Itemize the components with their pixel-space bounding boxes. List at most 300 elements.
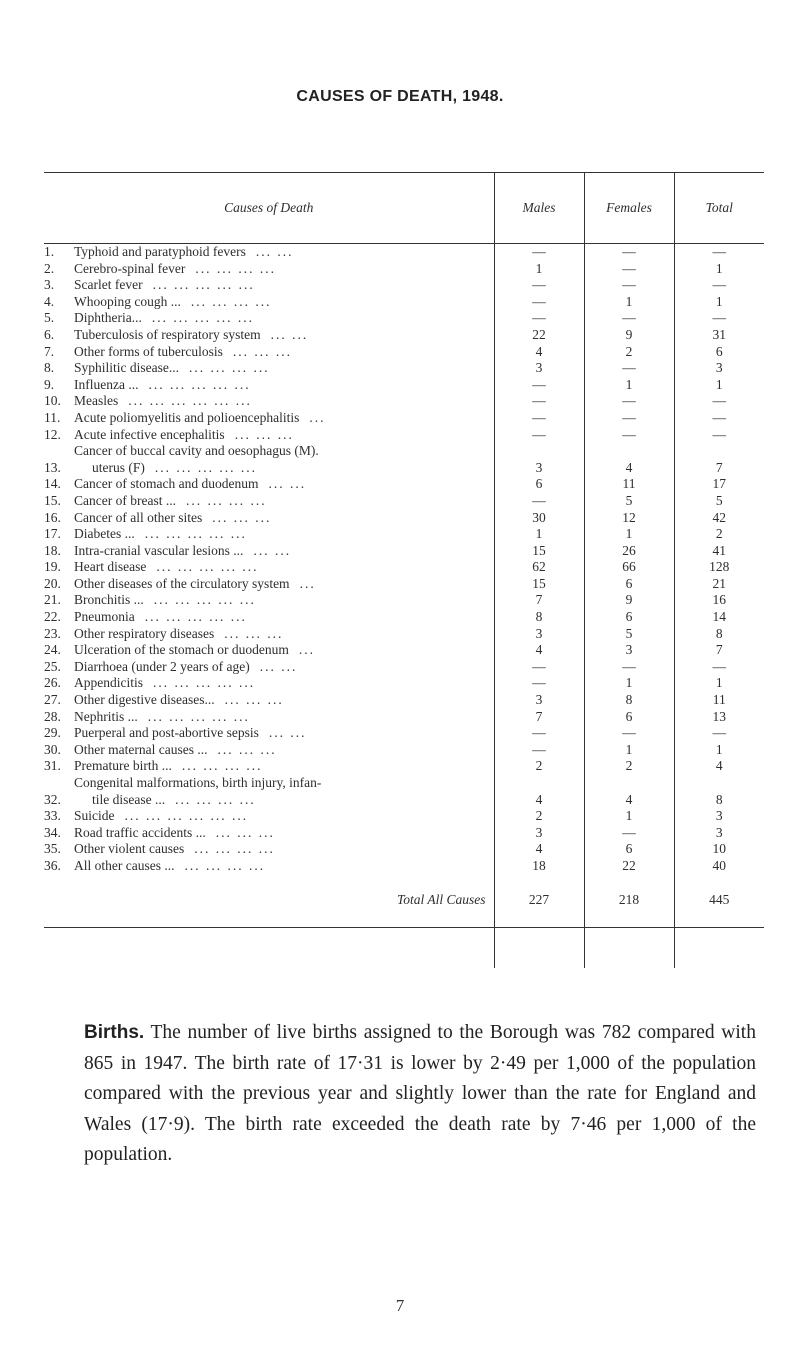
cause-label: Suicide (74, 808, 115, 824)
table-row (44, 261, 764, 278)
females-value: 1 (584, 808, 674, 825)
females-value: 3 (584, 642, 674, 659)
row-number: 33. (44, 808, 61, 824)
males-value: 7 (494, 592, 584, 609)
table-row (44, 277, 764, 294)
table-row (44, 692, 764, 709)
males-value: 7 (494, 709, 584, 726)
leader-dots: ... ... ... ... ... (153, 592, 256, 608)
males-value: 62 (494, 559, 584, 576)
row-number: 36. (44, 857, 61, 873)
leader-dots: ... ... ... ... (185, 492, 267, 508)
males-value: — (494, 725, 584, 742)
leader-dots: ... ... ... (224, 692, 284, 708)
males-value: 2 (494, 758, 584, 775)
females-value: 9 (584, 327, 674, 344)
row-cause (74, 360, 494, 377)
leader-dots: ... ... ... ... (195, 260, 276, 276)
total-value: 7 (674, 642, 764, 659)
males-value: — (494, 244, 584, 261)
females-value: 26 (584, 543, 674, 560)
cause-label: Other maternal causes ... (74, 741, 208, 757)
total-value: 16 (674, 592, 764, 609)
total-value: 7 (674, 443, 764, 476)
row-number: 5. (44, 310, 55, 326)
males-value: 3 (494, 825, 584, 842)
total-value: 1 (674, 294, 764, 311)
causes-of-death-table (44, 172, 764, 968)
total-value: 3 (674, 808, 764, 825)
row-number: 34. (44, 824, 61, 840)
females-value: — (584, 393, 674, 410)
leader-dots: ... ... ... ... ... (152, 277, 255, 293)
males-value: 1 (494, 526, 584, 543)
total-value: — (674, 244, 764, 261)
total-value: 1 (674, 377, 764, 394)
cause-label: Congenital malformations, birth injury, infan- (74, 775, 322, 790)
females-value: 1 (584, 742, 674, 759)
males-value: — (494, 659, 584, 676)
cause-label: Acute infective encephalitis (74, 426, 225, 442)
total-value: 40 (674, 858, 764, 875)
males-value: 15 (494, 576, 584, 593)
total-value: — (674, 725, 764, 742)
table-row (44, 642, 764, 659)
table-row (44, 609, 764, 626)
table-row (44, 758, 764, 775)
table-row (44, 526, 764, 543)
table-body (44, 244, 764, 968)
row-cause (74, 344, 494, 361)
males-value: 3 (494, 360, 584, 377)
row-number: 24. (44, 642, 61, 658)
females-value: 1 (584, 377, 674, 394)
leader-dots: ... (309, 409, 326, 425)
females-value: 2 (584, 758, 674, 775)
males-value: 8 (494, 609, 584, 626)
males-value: 30 (494, 510, 584, 527)
males-value: 4 (494, 841, 584, 858)
table-row (44, 675, 764, 692)
leader-dots: ... ... ... (217, 741, 277, 757)
row-cause (74, 476, 494, 493)
row-number: 8. (44, 360, 55, 376)
header-females: Females (584, 173, 674, 244)
cause-label: Whooping cough ... (74, 293, 181, 309)
row-cause (74, 626, 494, 643)
total-females: 218 (584, 875, 674, 928)
females-value: 5 (584, 493, 674, 510)
row-number: 12. (44, 426, 61, 442)
footer-blank-cell (584, 927, 674, 968)
row-cause (74, 310, 494, 327)
cause-label: Pneumonia (74, 609, 135, 625)
leader-dots: ... ... (259, 658, 298, 674)
males-value: 3 (494, 692, 584, 709)
leader-dots: ... ... ... (234, 426, 294, 442)
total-value: 8 (674, 626, 764, 643)
table-row (44, 559, 764, 576)
females-value: 9 (584, 592, 674, 609)
row-cause (74, 261, 494, 278)
leader-dots: ... ... ... ... ... (148, 376, 251, 392)
table-row (44, 244, 764, 261)
table-row (44, 310, 764, 327)
row-number: 19. (44, 559, 61, 575)
males-value: 2 (494, 808, 584, 825)
table-row (44, 543, 764, 560)
total-row (44, 875, 764, 928)
females-value: — (584, 277, 674, 294)
row-cause (74, 758, 494, 775)
row-cause (74, 443, 494, 476)
total-males: 227 (494, 875, 584, 928)
table-row (44, 327, 764, 344)
total-value: 11 (674, 692, 764, 709)
leader-dots: ... ... ... ... ... (144, 609, 247, 625)
females-value: 5 (584, 626, 674, 643)
row-cause (74, 742, 494, 759)
row-cause (74, 642, 494, 659)
table-row (44, 360, 764, 377)
footer-blank (44, 927, 494, 968)
cause-label: Cancer of stomach and duodenum (74, 476, 259, 492)
cause-label: Diarrhoea (under 2 years of age) (74, 658, 250, 674)
males-value: — (494, 393, 584, 410)
total-all: 445 (674, 875, 764, 928)
total-value: 13 (674, 709, 764, 726)
row-number: 9. (44, 376, 55, 392)
row-number: 21. (44, 592, 61, 608)
table-row (44, 443, 764, 476)
row-number: 3. (44, 277, 55, 293)
total-value: 17 (674, 476, 764, 493)
row-number: 29. (44, 725, 61, 741)
total-value: 2 (674, 526, 764, 543)
total-value: 5 (674, 493, 764, 510)
row-cause (74, 592, 494, 609)
page-number: 7 (395, 1296, 405, 1315)
leader-dots: ... ... ... ... ... (151, 310, 254, 326)
births-paragraph (84, 1018, 756, 1171)
row-cause (74, 559, 494, 576)
row-cause (74, 493, 494, 510)
cause-label: Cancer of all other sites (74, 509, 203, 525)
total-value: 8 (674, 775, 764, 808)
row-number: 31. (44, 758, 61, 774)
total-value: 1 (674, 742, 764, 759)
row-cause (74, 808, 494, 825)
cause-label: Diabetes ... (74, 526, 135, 542)
cause-label: Ulceration of the stomach or duodenum (74, 642, 289, 658)
table-row (44, 410, 764, 427)
row-number: 17. (44, 526, 61, 542)
total-value: 6 (674, 344, 764, 361)
cause-label: Syphilitic disease... (74, 360, 179, 376)
females-value: 4 (584, 775, 674, 808)
row-number: 16. (44, 509, 61, 525)
females-value: — (584, 825, 674, 842)
total-label: Total All Causes (396, 892, 486, 908)
leader-dots: ... ... ... ... ... ... (124, 808, 249, 824)
row-cause (74, 377, 494, 394)
row-number: 13. (44, 459, 61, 475)
females-value: 22 (584, 858, 674, 875)
row-number: 10. (44, 393, 61, 409)
cause-label: Appendicitis (74, 675, 143, 691)
total-value: — (674, 427, 764, 444)
row-cause (74, 543, 494, 560)
males-value: 1 (494, 261, 584, 278)
males-value: — (494, 277, 584, 294)
cause-label: Premature birth ... (74, 758, 172, 774)
females-value: — (584, 725, 674, 742)
row-number: 4. (44, 293, 55, 309)
males-value: — (494, 310, 584, 327)
total-value: — (674, 277, 764, 294)
row-number: 1. (44, 244, 55, 259)
females-value: — (584, 360, 674, 377)
females-value: — (584, 310, 674, 327)
cause-label: Tuberculosis of respiratory system (74, 326, 261, 342)
row-number: 28. (44, 708, 61, 724)
total-value: 10 (674, 841, 764, 858)
total-value: — (674, 659, 764, 676)
total-value: 3 (674, 360, 764, 377)
males-value: 4 (494, 344, 584, 361)
table-row (44, 742, 764, 759)
table-header-row (44, 173, 764, 244)
cause-label: Other respiratory diseases (74, 625, 215, 641)
table-row (44, 825, 764, 842)
row-cause (74, 825, 494, 842)
header-total: Total (674, 173, 764, 244)
cause-label: Other digestive diseases... (74, 692, 215, 708)
females-value: — (584, 659, 674, 676)
total-value: 21 (674, 576, 764, 593)
leader-dots: ... ... ... ... (181, 758, 263, 774)
row-cause (74, 277, 494, 294)
leader-dots: ... ... (268, 476, 307, 492)
header-causes: Causes of Death (224, 200, 314, 215)
leader-dots: ... ... (255, 244, 294, 259)
leader-dots: ... ... ... ... (175, 791, 256, 807)
row-cause (74, 659, 494, 676)
table-row (44, 725, 764, 742)
leader-dots: ... ... ... ... ... (156, 559, 259, 575)
total-value: 14 (674, 609, 764, 626)
cause-label: Cancer of breast ... (74, 492, 176, 508)
leader-dots: ... ... ... ... (189, 360, 270, 376)
females-value: 6 (584, 609, 674, 626)
leader-dots: ... ... ... (232, 343, 292, 359)
row-number: 27. (44, 692, 61, 708)
cause-label: Cerebro-spinal fever (74, 260, 186, 276)
females-value: — (584, 427, 674, 444)
row-cause (74, 327, 494, 344)
leader-dots: ... ... ... (215, 824, 275, 840)
females-value: — (584, 261, 674, 278)
cause-label: Nephritis ... (74, 708, 138, 724)
row-number: 26. (44, 675, 61, 691)
table-row (44, 709, 764, 726)
table-row (44, 592, 764, 609)
table-footer-rule (44, 927, 764, 968)
males-value: 6 (494, 476, 584, 493)
males-value: — (494, 427, 584, 444)
leader-dots: ... ... ... ... ... (144, 526, 247, 542)
page-title: CAUSES OF DEATH, 1948. (296, 88, 504, 105)
cause-label: Puerperal and post-abortive sepsis (74, 725, 259, 741)
row-number: 35. (44, 841, 61, 857)
row-cause (74, 609, 494, 626)
leader-dots: ... ... (270, 326, 309, 342)
row-number: 15. (44, 492, 61, 508)
row-cause (74, 692, 494, 709)
table-row (44, 841, 764, 858)
table-row (44, 808, 764, 825)
leader-dots: ... ... ... ... (184, 857, 266, 873)
males-value: — (494, 377, 584, 394)
total-value: — (674, 310, 764, 327)
row-cause (74, 510, 494, 527)
cause-label: Typhoid and paratyphoid fevers (74, 244, 246, 259)
cause-label: Scarlet fever (74, 277, 143, 293)
males-value: 15 (494, 543, 584, 560)
males-value: — (494, 675, 584, 692)
table-row (44, 858, 764, 875)
row-number: 25. (44, 658, 61, 674)
total-value: 31 (674, 327, 764, 344)
males-value: 4 (494, 642, 584, 659)
table-row (44, 659, 764, 676)
row-cause (74, 709, 494, 726)
row-number: 11. (44, 409, 61, 425)
table-row (44, 344, 764, 361)
total-value: 3 (674, 825, 764, 842)
row-number: 18. (44, 542, 61, 558)
births-text: The number of live births assigned to the Borough was 782 compared with 865 in 1947. The birth rate of 17·31 is lower by 2·49 per 1,000 of the population compared with the previous year and slightly lower than the rate for England and Wales (17·9). The birth rate exceeded the death rate by 7·46 per 1,000 of the population. (84, 1022, 756, 1165)
row-number: 7. (44, 343, 55, 359)
row-cause (74, 858, 494, 875)
leader-dots: ... ... ... ... ... (153, 675, 256, 691)
row-number: 30. (44, 741, 61, 757)
total-value: 42 (674, 510, 764, 527)
cause-label: Other forms of tuberculosis (74, 343, 223, 359)
females-value: 6 (584, 576, 674, 593)
leader-dots: ... ... ... ... ... ... (128, 393, 252, 409)
females-value: 1 (584, 526, 674, 543)
row-cause (74, 410, 494, 427)
females-value: 6 (584, 841, 674, 858)
females-value: 12 (584, 510, 674, 527)
table-row (44, 427, 764, 444)
row-number: 14. (44, 476, 61, 492)
row-number: 32. (44, 791, 61, 807)
cause-label: All other causes ... (74, 857, 175, 873)
cause-label-continued: uterus (F) (92, 459, 145, 475)
table-row (44, 576, 764, 593)
leader-dots: ... (299, 575, 316, 591)
females-value: 2 (584, 344, 674, 361)
cause-label: Acute poliomyelitis and polioencephalitis (74, 409, 300, 425)
row-number: 2. (44, 260, 55, 276)
leader-dots: ... ... ... ... ... (147, 708, 250, 724)
total-value: 4 (674, 758, 764, 775)
row-cause (74, 526, 494, 543)
total-value: 41 (674, 543, 764, 560)
males-value: — (494, 493, 584, 510)
males-value: 18 (494, 858, 584, 875)
leader-dots: ... (298, 642, 315, 658)
row-cause (74, 576, 494, 593)
females-value: 6 (584, 709, 674, 726)
table-row (44, 626, 764, 643)
row-cause (74, 244, 494, 261)
males-value: 4 (494, 775, 584, 808)
females-value: 8 (584, 692, 674, 709)
row-cause (74, 393, 494, 410)
row-cause (74, 725, 494, 742)
row-cause (74, 427, 494, 444)
males-value: 3 (494, 626, 584, 643)
row-number: 20. (44, 575, 61, 591)
cause-label: Cancer of buccal cavity and oesophagus (M). (74, 443, 319, 459)
births-heading: Births. (84, 1022, 145, 1043)
leader-dots: ... ... ... ... ... (154, 459, 257, 475)
table-row (44, 476, 764, 493)
cause-label: Measles (74, 393, 119, 409)
females-value: 66 (584, 559, 674, 576)
females-value: 1 (584, 675, 674, 692)
cause-label-continued: tile disease ... (92, 791, 166, 807)
females-value: — (584, 244, 674, 261)
table-row (44, 775, 764, 808)
causes-of-death-table-wrap (44, 172, 764, 968)
row-cause (74, 775, 494, 808)
total-value: 128 (674, 559, 764, 576)
cause-label: Other violent causes (74, 841, 185, 857)
leader-dots: ... ... ... ... (190, 293, 272, 309)
row-cause (74, 675, 494, 692)
leader-dots: ... ... (268, 725, 307, 741)
total-value: 1 (674, 675, 764, 692)
leader-dots: ... ... ... (212, 509, 272, 525)
males-value: — (494, 410, 584, 427)
row-number: 6. (44, 326, 55, 342)
total-value: 1 (674, 261, 764, 278)
cause-label: Heart disease (74, 559, 147, 575)
table-row (44, 493, 764, 510)
table-row (44, 510, 764, 527)
footer-blank-cell (674, 927, 764, 968)
table-row (44, 294, 764, 311)
leader-dots: ... ... ... ... (194, 841, 275, 857)
row-number: 23. (44, 625, 61, 641)
males-value: — (494, 294, 584, 311)
table-row (44, 393, 764, 410)
leader-dots: ... ... (253, 542, 292, 558)
females-value: — (584, 410, 674, 427)
cause-label: Influenza ... (74, 376, 139, 392)
footer-blank-cell (494, 927, 584, 968)
total-value: — (674, 393, 764, 410)
females-value: 4 (584, 443, 674, 476)
cause-label: Intra-cranial vascular lesions ... (74, 542, 244, 558)
cause-label: Diphtheria... (74, 310, 142, 326)
cause-label: Other diseases of the circulatory system (74, 575, 290, 591)
leader-dots: ... ... ... (224, 625, 284, 641)
